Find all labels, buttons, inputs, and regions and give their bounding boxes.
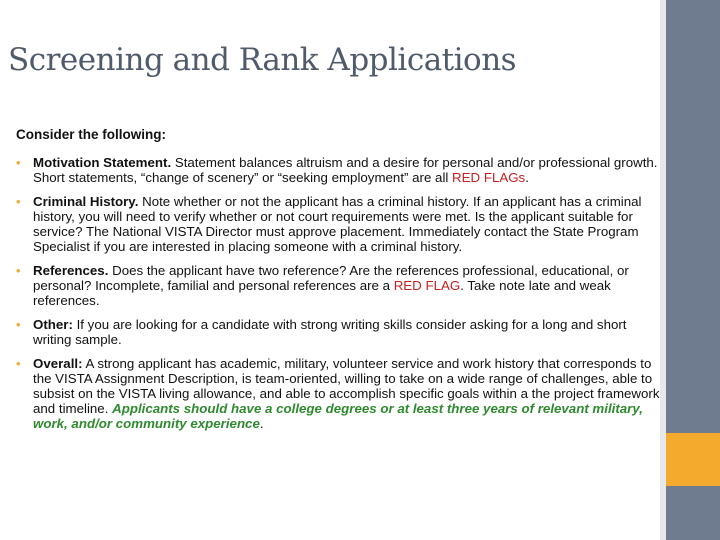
bullet-list: [16, 155, 662, 440]
bullet-icon: •: [16, 155, 21, 170]
list-item-other: [16, 317, 662, 347]
item-text: Does the applicant have two reference? Are the references professional, educational, or personal? Incomplete, familial and personal references are a: [33, 263, 629, 293]
requirement-text: Applicants should have a college degrees or at least three years of relevant military, work, and/or community experience: [33, 401, 643, 431]
item-tail: .: [525, 170, 529, 185]
list-item-references: [16, 263, 662, 308]
accent-block: [666, 433, 720, 486]
red-flag-text: RED FLAGs: [452, 170, 526, 185]
item-tail: . Take note late and weak references.: [33, 278, 611, 308]
item-tail: .: [259, 416, 264, 431]
bullet-icon: •: [16, 356, 21, 371]
item-label: Criminal History.: [33, 194, 139, 209]
list-item-criminal-history: [16, 194, 662, 254]
list-item-motivation: [16, 155, 662, 185]
list-item-overall: [16, 356, 662, 431]
item-text: Statement balances altruism and a desire for personal and/or professional growth. Short statements, “change of scenery” or “seeking employment” are all: [33, 155, 658, 185]
bullet-icon: •: [16, 263, 21, 278]
item-label: Overall:: [33, 356, 83, 371]
item-text: A strong applicant has academic, military, volunteer service and work history that corresponds to the VISTA Assignment Description, is team-oriented, willing to take on a wide range of challenges, able to subsist on the VISTA living allowance, and able to accomplish specific goals within a the project framework and timeline.: [33, 356, 660, 416]
bullet-icon: •: [16, 194, 21, 209]
bullet-icon: •: [16, 317, 21, 332]
item-label: Other:: [33, 317, 73, 332]
red-flag-text: RED FLAG: [393, 278, 461, 293]
item-text: If you are looking for a candidate with strong writing skills consider asking for a long and short writing sample.: [33, 317, 627, 347]
item-text: Note whether or not the applicant has a criminal history. If an applicant has a criminal history, you will need to verify whether or not court requirements were met. Is the applicant suitable for service? The National VISTA Director must approve placement. Immediately contact the State Program Specialist if you are interested in placing someone with a criminal history.: [33, 194, 642, 254]
item-label: Motivation Statement.: [33, 155, 172, 170]
slide-title: Screening and Rank Applications: [8, 42, 517, 78]
intro-text: Consider the following:: [16, 127, 166, 142]
item-label: References.: [33, 263, 109, 278]
